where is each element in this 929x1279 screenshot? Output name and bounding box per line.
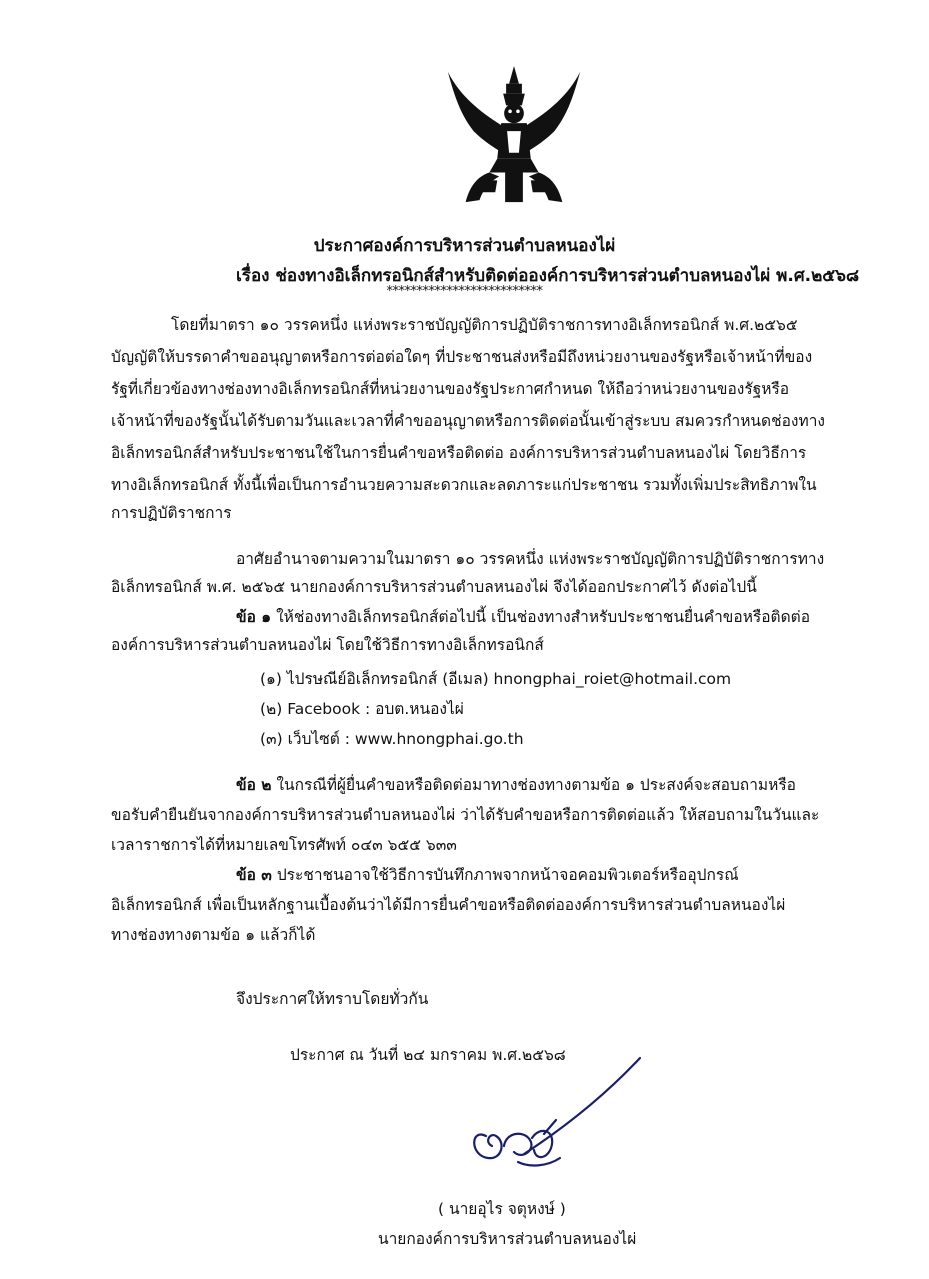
preamble-line: เจ้าหน้าที่ของรัฐนั้นได้รับตามวันและเวลาที่คำขออนุญาตหรือการติดต่อนั้นเข้าสู่ระบบ สมควรกำหนดช่องทาง: [111, 412, 825, 430]
clause-3: [236, 862, 739, 887]
preamble-line: อิเล็กทรอนิกส์สำหรับประชาชนใช้ในการยื่นคำขอหรือติดต่อ องค์การบริหารส่วนตำบลหนองไผ่ โดยวิธีการ: [111, 444, 807, 462]
clause-2-text: ในกรณีที่ผู้ยื่นคำขอหรือติดต่อมาทางช่องทางตามข้อ ๑ ประสงค์จะสอบถามหรือ: [271, 776, 796, 794]
channel-email: (๑) ไปรษณีย์อิเล็กทรอนิกส์ (อีเมล) hnongphai_roiet@hotmail.com: [260, 670, 732, 688]
clause-2: [236, 772, 796, 797]
clause-1-line: องค์การบริหารส่วนตำบลหนองไผ่ โดยใช้วิธีการทางอิเล็กทรอนิกส์: [111, 636, 544, 654]
announcement-date: ประกาศ ณ วันที่ ๒๔ มกราคม พ.ศ.๒๕๖๘: [290, 1046, 566, 1064]
preamble-line: รัฐที่เกี่ยวข้องทางช่องทางอิเล็กทรอนิกส์ที่หน่วยงานของรัฐประกาศกำหนด ให้ถือว่าหน่วยงานของรัฐหรือ: [111, 380, 790, 398]
clause-3-text: ประชาชนอาจใช้วิธีการบันทึกภาพจากหน้าจอคอมพิวเตอร์หรืออุปกรณ์: [271, 866, 739, 884]
channel-website: (๓) เว็บไซต์ : www.hnongphai.go.th: [260, 730, 524, 748]
signatory-name: ( นายอุไร จตุหงษ์ ): [438, 1200, 566, 1218]
garuda-emblem-icon: [440, 62, 588, 210]
authority-line: อาศัยอำนาจตามความในมาตรา ๑๐ วรรคหนึ่ง แห่งพระราชบัญญัติการปฏิบัติราชการทาง: [236, 550, 825, 568]
clause-3-line: ทางช่องทางตามข้อ ๑ แล้วก็ได้: [111, 926, 316, 944]
closing-statement: จึงประกาศให้ทราบโดยทั่วกัน: [236, 990, 429, 1008]
clause-1-text: ให้ช่องทางอิเล็กทรอนิกส์ต่อไปนี้ เป็นช่องทางสำหรับประชาชนยื่นคำขอหรือติดต่อ: [271, 608, 811, 626]
clause-2-line: ขอรับคำยืนยันจากองค์การบริหารส่วนตำบลหนองไผ่ ว่าได้รับคำขอหรือการติดต่อแล้ว ให้สอบถามในวันและ: [111, 806, 820, 824]
preamble-line: บัญญัติให้บรรดาคำขออนุญาตหรือการต่อต่อใดๆ ที่ประชาชนส่งหรือมีถึงหน่วยงานของรัฐหรือเจ้าหน้าที่ของ: [111, 348, 813, 366]
clause-1: [236, 604, 810, 629]
clause-2-label: ข้อ ๒: [236, 776, 272, 794]
preamble-line: โดยที่มาตรา ๑๐ วรรคหนึ่ง แห่งพระราชบัญญัติการปฏิบัติราชการทางอิเล็กทรอนิกส์ พ.ศ.๒๕๖๕: [171, 316, 798, 334]
announcement-title: ประกาศองค์การบริหารส่วนตำบลหนองไผ่: [313, 236, 616, 256]
channel-facebook: (๒) Facebook : อบต.หนองไผ่: [260, 700, 464, 718]
signatory-position: นายกองค์การบริหารส่วนตำบลหนองไผ่: [378, 1230, 637, 1248]
clause-3-label: ข้อ ๓: [236, 866, 272, 884]
preamble-line: การปฏิบัติราชการ: [111, 504, 232, 522]
preamble-line: ทางอิเล็กทรอนิกส์ ทั้งนี้เพื่อเป็นการอำนวยความสะดวกและลดภาระแก่ประชาชน รวมทั้งเพิ่มประสิทธิภาพใน: [111, 476, 817, 494]
signature-icon: [440, 1050, 660, 1180]
authority-line: อิเล็กทรอนิกส์ พ.ศ. ๒๕๖๕ นายกองค์การบริหารส่วนตำบลหนองไผ่ จึงได้ออกประกาศไว้ ดังต่อไปนี้: [111, 578, 757, 596]
clause-1-label: ข้อ ๑: [236, 608, 272, 626]
announcement-subject: เรื่อง ช่องทางอิเล็กทรอนิกส์สำหรับติดต่อองค์การบริหารส่วนตำบลหนองไผ่ พ.ศ.๒๕๖๘: [236, 266, 860, 286]
clause-2-line: เวลาราชการได้ที่หมายเลขโทรศัพท์ ๐๔๓ ๖๕๕ ๖๓๓: [111, 836, 457, 854]
title-separator: **************************: [386, 284, 543, 299]
clause-3-line: อิเล็กทรอนิกส์ เพื่อเป็นหลักฐานเบื้องต้นว่าได้มีการยื่นคำขอหรือติดต่อองค์การบริหารส่วนตำบลหนองไผ่: [111, 896, 786, 914]
